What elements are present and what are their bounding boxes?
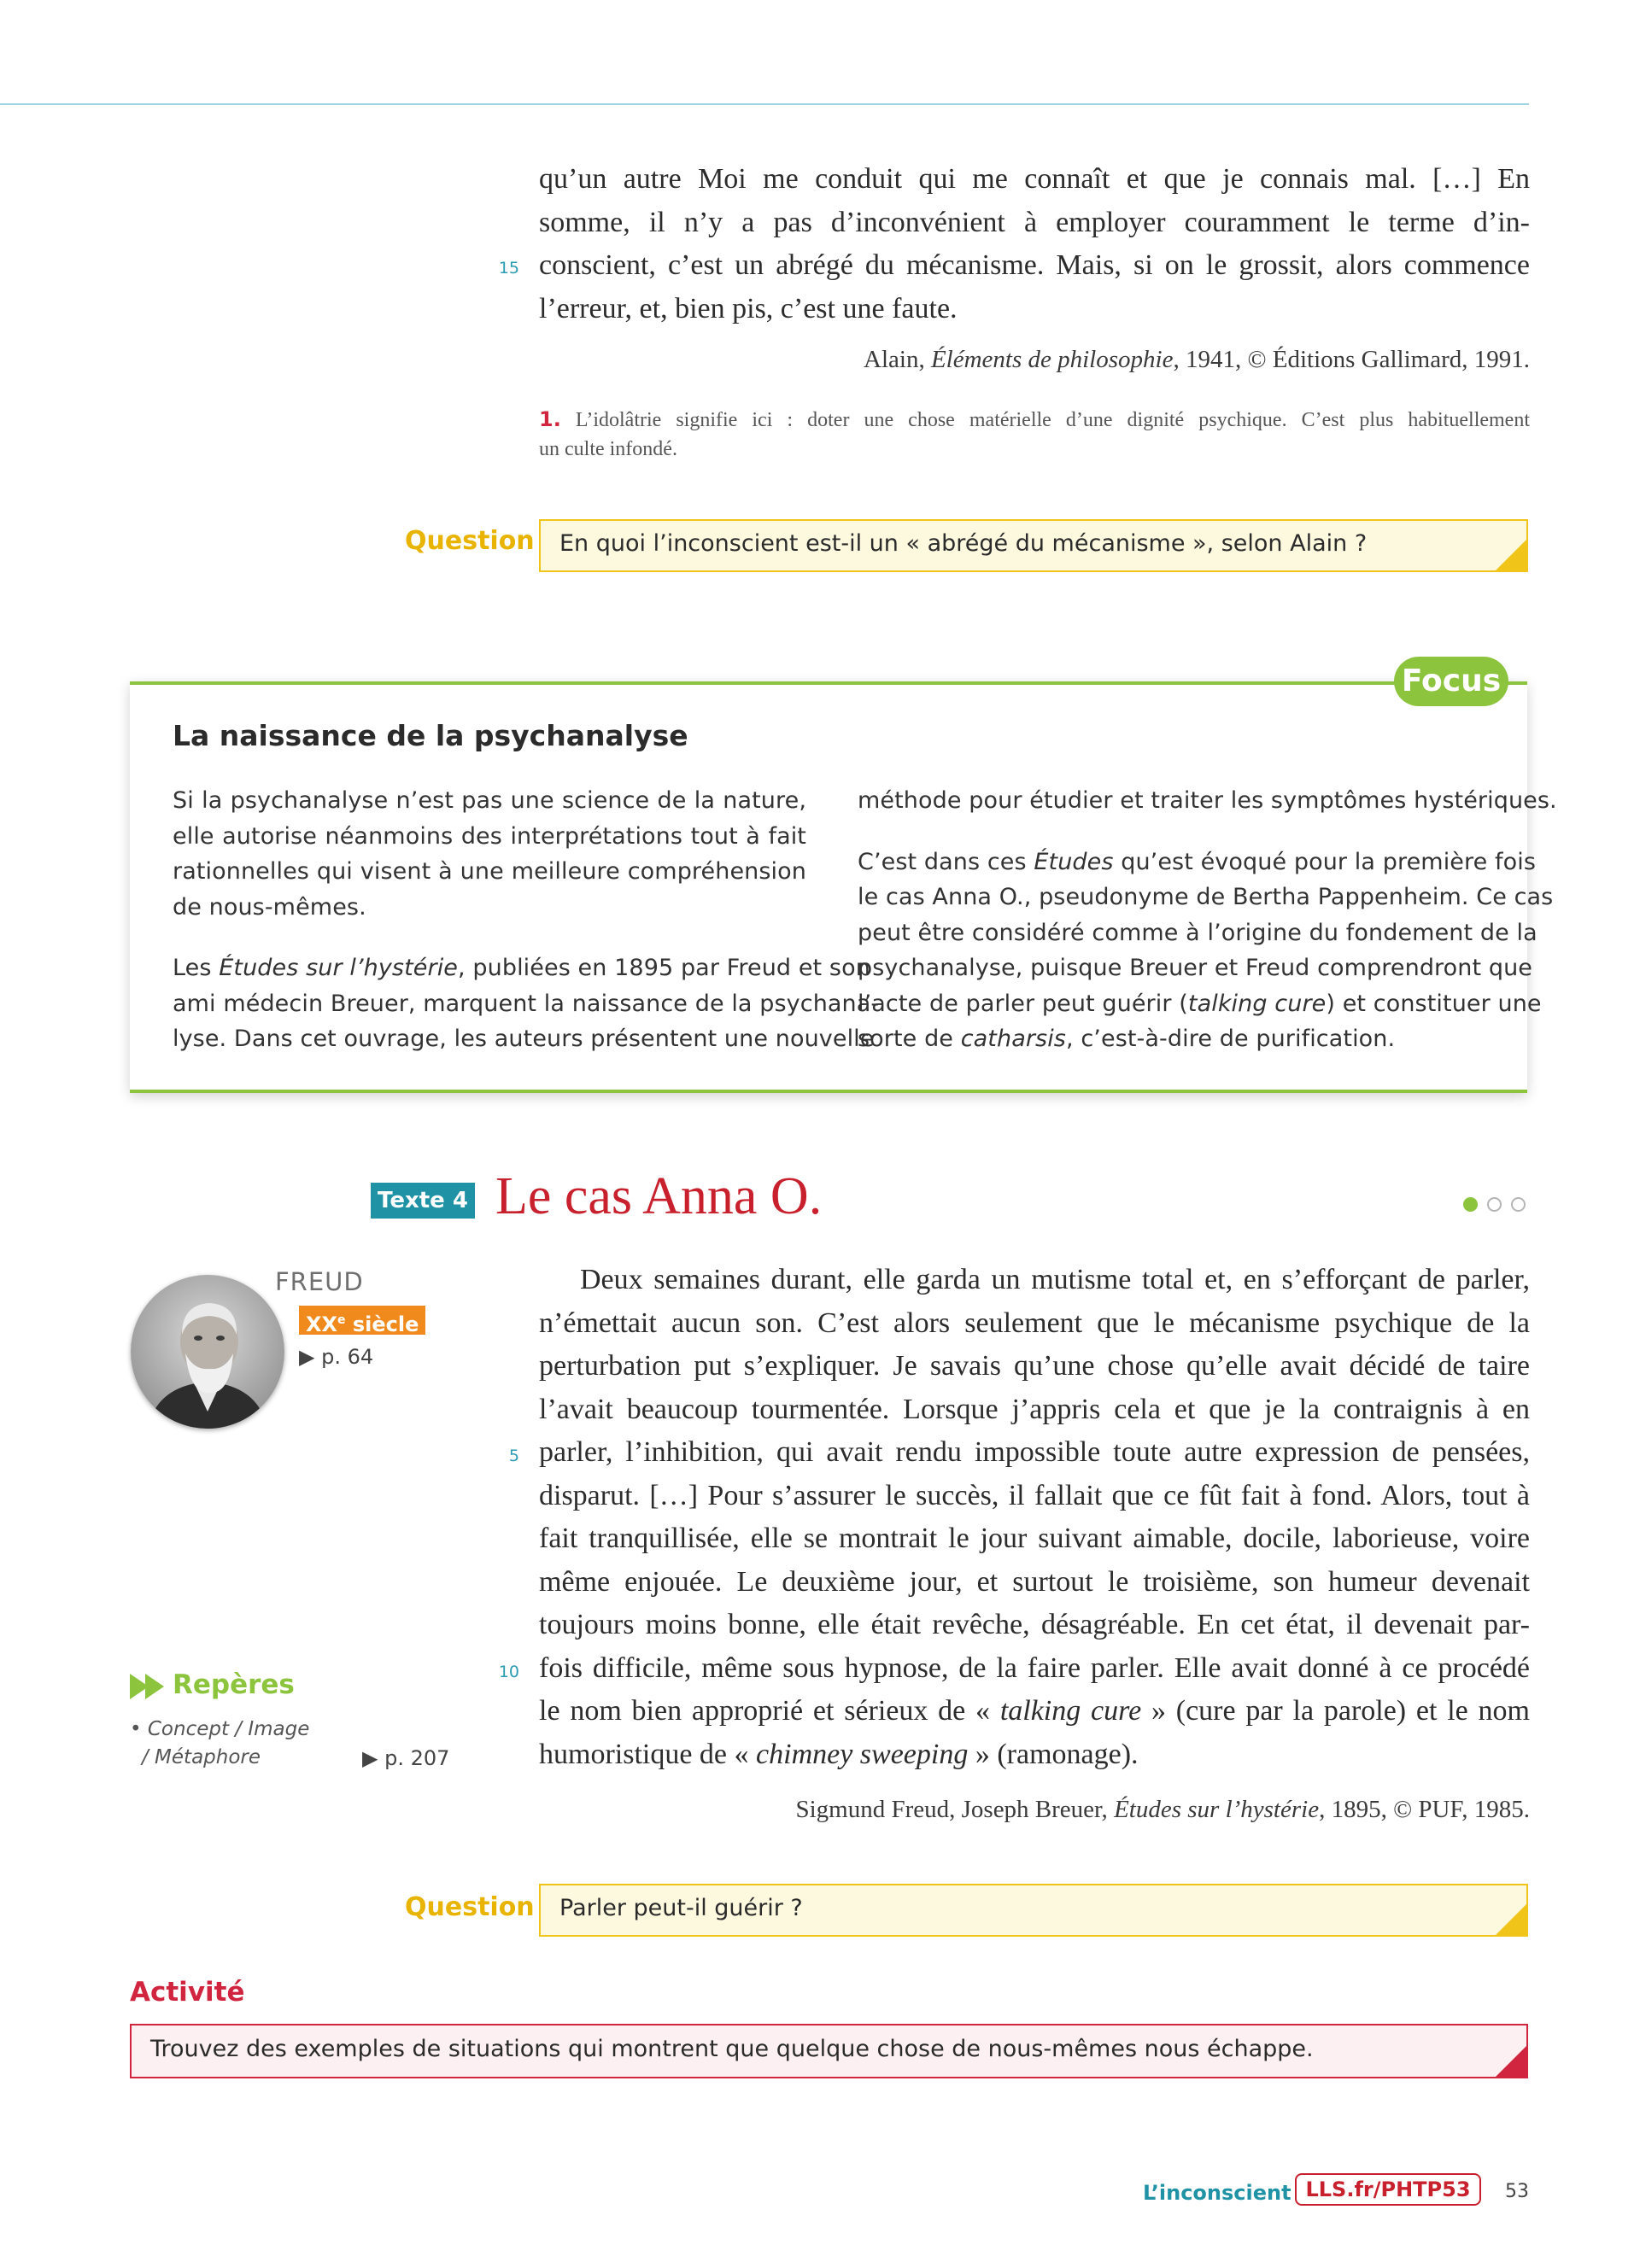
text-line: Deux semaines durant, elle garda un mutisme total et, en s’efforçant de parler,: [580, 1264, 1530, 1295]
reperes-item: • Concept / Image: [130, 1718, 310, 1740]
question-label: Question: [405, 1892, 535, 1922]
text-line: somme, il n’y a pas d’inconvénient à employer couramment le terme d’in-: [539, 206, 1530, 238]
text-line: fois difficile, même sous hypnose, de la faire parler. Elle avait donné à ce procédé: [539, 1651, 1530, 1684]
author-page-link[interactable]: ▶ p. 64: [299, 1345, 374, 1369]
text-line: même enjouée. Le deuxième jour, et surtout le troisième, son humeur devenait: [539, 1565, 1530, 1598]
line-number: 15: [498, 259, 519, 278]
text-line: qu’un autre Moi me conduit qui me connaît et que je connais mal. […] En: [539, 163, 1530, 195]
focus-line: Si la psychanalyse n’est pas une science de la nature,: [173, 787, 806, 814]
corner-mark: [1494, 1903, 1528, 1937]
focus-column-right: [858, 783, 1557, 1057]
citation-work: Études sur l’hystérie: [1114, 1796, 1320, 1823]
author-name: FREUD: [275, 1267, 364, 1296]
citation-author: Sigmund Freud, Joseph Breuer,: [795, 1796, 1115, 1823]
focus-line: lyse. Dans cet ouvrage, les auteurs présentent une nouvelle: [173, 1026, 875, 1052]
activite-text: Trouvez des exemples de situations qui montrent que quelque chose de nous-mêmes nous échappe.: [150, 2036, 1314, 2062]
focus-line: C’est dans ces Études qu’est évoqué pour la première fois: [858, 848, 1536, 875]
focus-line: sorte de catharsis, c’est-à-dire de purification.: [858, 1026, 1396, 1052]
text-line: le nom bien approprié et sérieux de « talking cure » (cure par la parole) et le nom: [539, 1695, 1530, 1727]
difficulty-indicator: [1463, 1197, 1532, 1214]
footer-link[interactable]: LLS.fr/PHTP53: [1295, 2173, 1481, 2206]
text-line: perturbation put s’expliquer. Je savais qu’une chose qu’elle avait décidé de taire: [539, 1350, 1530, 1382]
focus-line: psychanalyse, puisque Breuer et Freud comprendront que: [858, 955, 1533, 981]
century-badge: XXe siècle: [299, 1306, 425, 1335]
text-line: l’avait beaucoup tourmentée. Lorsque j’appris cela et que je la contraignis à en: [539, 1393, 1530, 1425]
page-number: 53: [1505, 2181, 1529, 2202]
line-number: 5: [508, 1447, 519, 1465]
difficulty-dot-empty: [1487, 1197, 1502, 1212]
footnote: [539, 405, 1530, 464]
footnote-text: un culte infondé.: [539, 438, 677, 460]
question-box: [539, 1884, 1528, 1937]
question-text: En quoi l’inconscient est-il un « abrégé du mécanisme », selon Alain ?: [559, 530, 1368, 557]
focus-line: l’acte de parler peut guérir (talking cure) et constituer une: [858, 990, 1542, 1017]
footnote-text: L’idolâtrie signifie ici : doter une chose matérielle d’une dignité psychique. C’est plus habituellement: [575, 409, 1530, 431]
text-line: n’émettait aucun son. C’est alors seulement que le mécanisme psychique de la: [539, 1306, 1530, 1339]
text-line: l’erreur, et, bien pis, c’est une faute.: [539, 292, 958, 324]
reperes-item: / Métaphore: [142, 1746, 261, 1768]
top-rule: [0, 103, 1529, 105]
focus-line: elle autorise néanmoins des interprétations tout à fait: [173, 822, 806, 850]
question-label: Question: [405, 526, 535, 556]
footnote-number: 1.: [539, 407, 561, 431]
question-text: Parler peut-il guérir ?: [559, 1895, 803, 1921]
corner-mark: [1494, 538, 1528, 572]
focus-line: ami médecin Breuer, marquent la naissance de la psychana-: [173, 990, 880, 1017]
freud-excerpt: [539, 1259, 1530, 1776]
citation-rest: , 1941, © Éditions Gallimard, 1991.: [1173, 346, 1530, 373]
citation-work: Éléments de philosophie: [930, 346, 1174, 373]
freud-portrait: [131, 1275, 284, 1429]
texte-title: Le cas Anna O.: [495, 1167, 823, 1225]
play-icon: [130, 1674, 169, 1703]
text-line: disparut. […] Pour s’assurer le succès, il fallait que ce fût fait à fond. Alors, tout à: [539, 1479, 1530, 1511]
text-line: conscient, c’est un abrégé du mécanisme. Mais, si on le grossit, alors commence: [539, 249, 1530, 281]
alain-citation: [864, 346, 1530, 374]
reperes-page-link[interactable]: ▶ p. 207: [362, 1746, 450, 1770]
difficulty-dot-empty: [1511, 1197, 1526, 1212]
focus-line: Les Études sur l’hystérie, publiées en 1895 par Freud et son: [173, 955, 870, 981]
text-line: parler, l’inhibition, qui avait rendu impossible toute autre expression de pensées,: [539, 1436, 1530, 1468]
focus-line: le cas Anna O., pseudonyme de Bertha Pappenheim. Ce cas: [858, 884, 1554, 910]
freud-citation: [795, 1796, 1530, 1824]
focus-line: de nous-mêmes.: [173, 893, 366, 921]
difficulty-dot-filled: [1463, 1197, 1478, 1212]
activite-box: [130, 2024, 1528, 2078]
text-line: fait tranquillisée, elle se montrait le jour suivant aimable, docile, laborieuse, voire: [539, 1523, 1530, 1554]
focus-line: peut être considéré comme à l’origine du fondement de la: [858, 919, 1538, 946]
citation-author: Alain,: [864, 346, 931, 373]
footer-chapter: L’inconscient: [1143, 2181, 1292, 2205]
focus-column-left: [173, 783, 880, 1057]
line-number: 10: [498, 1663, 519, 1681]
focus-line: méthode pour étudier et traiter les symptômes hystériques.: [858, 787, 1557, 814]
corner-mark: [1494, 2044, 1528, 2078]
texte-tag: Texte 4: [371, 1183, 475, 1219]
citation-rest: , 1895, © PUF, 1985.: [1319, 1796, 1530, 1823]
focus-badge: Focus: [1394, 657, 1508, 706]
alain-excerpt: [539, 158, 1530, 330]
text-line: toujours moins bonne, elle était revêche, désagréable. En cet état, il devenait par-: [539, 1609, 1530, 1640]
activite-label: Activité: [130, 1977, 245, 2008]
reperes-title: Repères: [173, 1669, 295, 1700]
focus-line: rationnelles qui visent à une meilleure compréhension: [173, 858, 806, 885]
text-line: humoristique de « chimney sweeping » (ramonage).: [539, 1738, 1139, 1770]
focus-title: La naissance de la psychanalyse: [173, 719, 688, 752]
question-box: [539, 519, 1528, 572]
